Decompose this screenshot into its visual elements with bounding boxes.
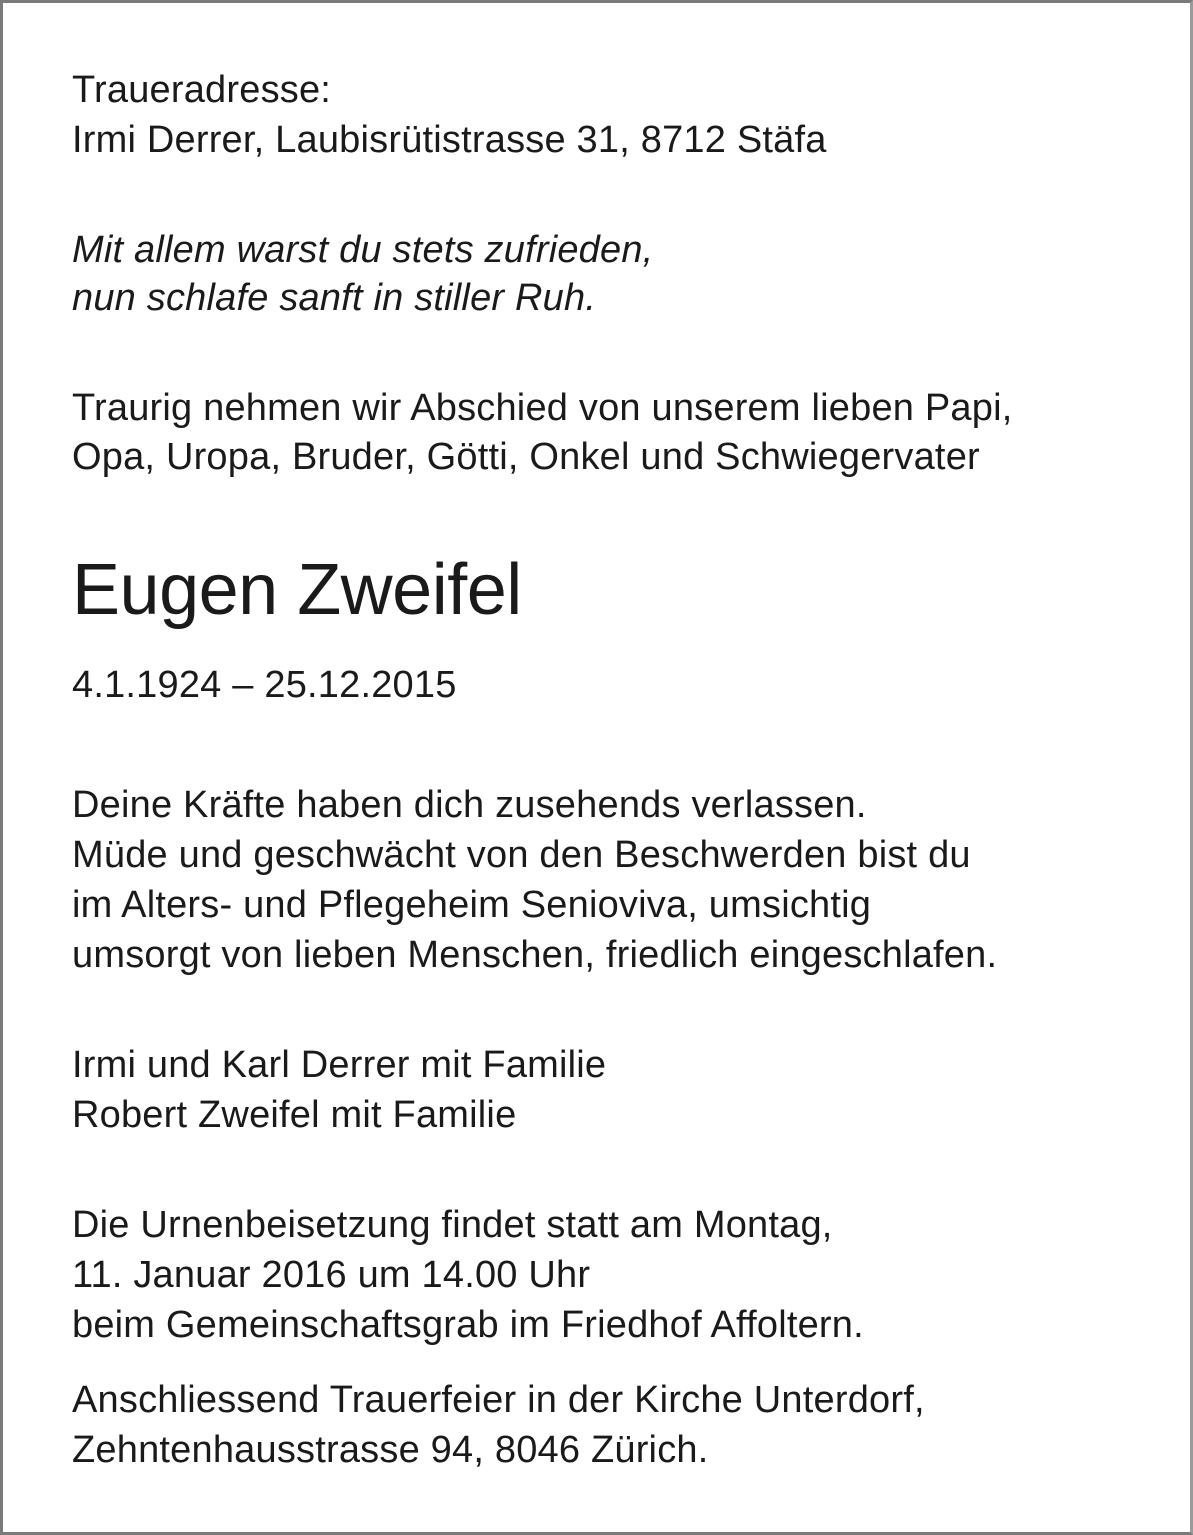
verse-line-1: Mit allem warst du stets zufrieden, bbox=[72, 229, 654, 271]
life-dates: 4.1.1924 – 25.12.2015 bbox=[72, 664, 457, 706]
burial-line-2: 11. Januar 2016 um 14.00 Uhr bbox=[72, 1254, 591, 1296]
burial-line-1: Die Urnenbeisetzung findet statt am Montag, bbox=[72, 1204, 833, 1246]
deceased-name: Eugen Zweifel bbox=[72, 550, 522, 630]
intro-line-1: Traurig nehmen wir Abschied von unserem lieben Papi, bbox=[72, 387, 1013, 429]
verse-line-2: nun schlafe sanft in stiller Ruh. bbox=[72, 277, 597, 319]
message-line-3: im Alters- und Pflegeheim Senioviva, umsichtig bbox=[72, 884, 872, 926]
mourners-line-1: Irmi und Karl Derrer mit Familie bbox=[72, 1044, 607, 1086]
mourners-line-2: Robert Zweifel mit Familie bbox=[72, 1094, 517, 1136]
message-line-2: Müde und geschwächt von den Beschwerden bist du bbox=[72, 834, 971, 876]
address-value: Irmi Derrer, Laubisrütistrasse 31, 8712 Stäfa bbox=[72, 119, 827, 161]
ceremony-line-1: Anschliessend Trauerfeier in der Kirche Unterdorf, bbox=[72, 1379, 925, 1421]
message-line-4: umsorgt von lieben Menschen, friedlich eingeschlafen. bbox=[72, 934, 998, 976]
burial-line-3: beim Gemeinschaftsgrab im Friedhof Affoltern. bbox=[72, 1304, 864, 1346]
ceremony-line-2: Zehntenhausstrasse 94, 8046 Zürich. bbox=[72, 1429, 709, 1471]
intro-line-2: Opa, Uropa, Bruder, Götti, Onkel und Schwiegervater bbox=[72, 436, 980, 478]
address-label: Traueradresse: bbox=[72, 69, 332, 111]
message-line-1: Deine Kräfte haben dich zusehends verlassen. bbox=[72, 784, 867, 826]
